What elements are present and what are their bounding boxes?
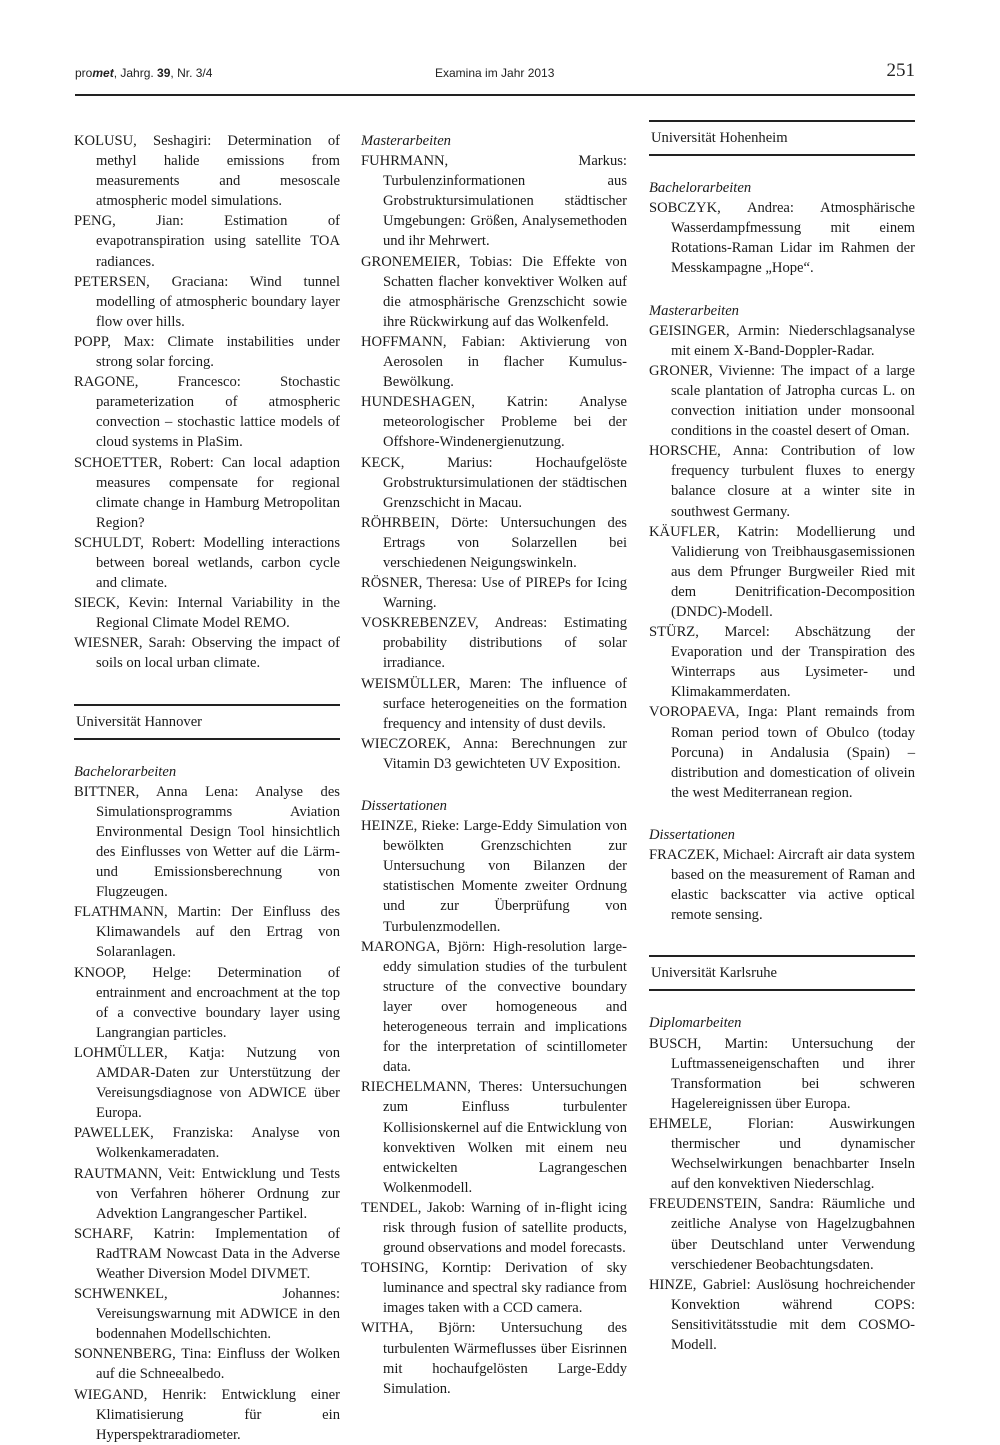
entry-list-diss bbox=[361, 816, 627, 1399]
category-heading: Masterarbeiten bbox=[361, 133, 451, 149]
list-item: HUNDESHAGEN, Katrin: Analyse meteorologischer Probleme bei der Offshore-Windenergienutzung. bbox=[361, 394, 627, 451]
list-item: BUSCH, Martin: Untersuchung der Luftmasseneigenschaften und ihrer Transformation bei schweren Hagelereignissen über Europa. bbox=[649, 1035, 915, 1112]
list-item: RAGONE, Francesco: Stochastic parameterization of atmospheric convection – stochastic lattice models of cloud systems in PlaSim. bbox=[74, 374, 340, 451]
category-heading: Diplomarbeiten bbox=[649, 1015, 742, 1032]
entry-list-master bbox=[361, 151, 627, 774]
list-item: KECK, Marius: Hochaufgelöste Grobstruktursimulationen der städtischen Grenzschicht in Macau. bbox=[361, 454, 627, 511]
list-item: HOFFMANN, Fabian: Aktivierung von Aerosolen in flacher Kumulus-Bewölkung. bbox=[361, 333, 627, 391]
list-item: KÄUFLER, Katrin: Modellierung und Validierung von Treibhausgasemissionen aus dem Pfrunger Burgweiler Ried mit dem Denitrification-Decomposition (DNDC)-Modell. bbox=[649, 523, 915, 620]
list-item: VOROPAEVA, Inga: Plant remainds from Roman period town of Obulco (today Porcuna) in Andalusia (Spain) – distribution and domestication of olivein the west Mediterranean region. bbox=[649, 704, 915, 801]
list-item: PENG, Jian: Estimation of evapotranspiration using satellite TOA radiances. bbox=[74, 213, 340, 270]
list-item: EHMELE, Florian: Auswirkungen thermischer und dynamischer Wechselwirkungen benachbarter Inseln auf den konvektiven Niederschlag. bbox=[649, 1115, 915, 1193]
list-item: KOLUSU, Seshagiri: Determination of methyl halide emissions from measurements and mesoscale atmospheric model simulations. bbox=[74, 133, 340, 210]
entry-list-diplom bbox=[649, 1034, 915, 1356]
list-item: WIECZOREK, Anna: Berechnungen zur Vitamin D3 gewichteten UV Exposition. bbox=[361, 735, 627, 772]
category-heading: Bachelorarbeiten bbox=[649, 180, 752, 197]
list-item: RIECHELMANN, Theres: Untersuchungen zum Einfluss turbulenter Kollisionskernel auf die Entwicklung von konvektiven Wolken mit einem neu entwickelten Lagrangeschen Wolkenmodell. bbox=[361, 1079, 627, 1196]
list-item: FREUDENSTEIN, Sandra: Räumliche und zeitliche Analyse von Hagelzugbahnen über Deutschland unter Verwendung verschiedener Beobachtungsdaten. bbox=[649, 1196, 915, 1273]
list-item: HORSCHE, Anna: Contribution of low frequency turbulent fluxes to energy balance closure at a winter site in southwest Germany. bbox=[649, 443, 915, 520]
category-heading: Masterarbeiten bbox=[649, 302, 739, 319]
list-item: SOBCZYK, Andrea: Atmosphärische Wasserdampfmessung mit einem Rotations-Raman Lidar im Rahmen der Messkampagne „Hope“. bbox=[649, 200, 915, 277]
list-item: HEINZE, Rieke: Large-Eddy Simulation von bewölkten Grenzschichten zur Untersuchung von Bilanzen der statistischen Momente zweiter Ordnung und zur Überprüfung von Turbulenzmodellen. bbox=[361, 818, 627, 935]
list-item: SCHARF, Katrin: Implementation of RadTRAM Nowcast Data in the Adverse Weather Diversion Model DIVMET. bbox=[74, 1225, 340, 1282]
list-item: SONNENBERG, Tina: Einfluss der Wolken auf die Schneealbedo. bbox=[74, 1346, 340, 1383]
category-heading: Bachelorarbeiten bbox=[74, 763, 177, 780]
section-title-karlsruhe: Universität Karlsruhe bbox=[649, 955, 915, 991]
list-item: GRONEMEIER, Tobias: Die Effekte von Schatten flacher konvektiver Wolken auf die atmosphärische Grenzschicht sowie ihre Rückwirkung auf das Wolkenfeld. bbox=[361, 253, 627, 330]
list-item: SCHWENKEL, Johannes: Vereisungswarnung mit ADWICE in den bodennahen Modellschichten. bbox=[74, 1286, 340, 1343]
list-item: WEISMÜLLER, Maren: The influence of surface heterogeneities on the formation frequency and intensity of dust devils. bbox=[361, 675, 627, 732]
list-item: RAUTMANN, Veit: Entwicklung und Tests von Verfahren höherer Ordnung zur Advektion Langrangescher Partikel. bbox=[74, 1165, 340, 1222]
list-item: VOSKREBENZEV, Andreas: Estimating probability distributions of solar irradiance. bbox=[361, 615, 627, 672]
entry-list-top bbox=[74, 131, 340, 674]
category-heading: Dissertationen bbox=[649, 826, 735, 843]
header-divider bbox=[75, 94, 915, 96]
list-item: SCHOETTER, Robert: Can local adaption measures compensate for regional climate change in Hamburg Metropolitan Region? bbox=[74, 454, 340, 531]
list-item: TOHSING, Korntip: Derivation of sky luminance and spectral sky radiance from images taken with a CCD camera. bbox=[361, 1260, 627, 1317]
header-title: Examina im Jahr 2013 bbox=[435, 66, 555, 80]
list-item: WIEGAND, Henrik: Entwicklung einer Klimatisierung für ein Hyperspektraradiometer. bbox=[74, 1386, 340, 1443]
list-item: WITHA, Björn: Untersuchung des turbulenten Wärmeflusses über Eisrinnen mit hochaufgelösten Large-Eddy Simulation. bbox=[361, 1320, 627, 1397]
entry-list-hannover bbox=[74, 782, 340, 1445]
section-title-hannover: Universität Hannover bbox=[74, 704, 340, 740]
list-item: GRONER, Vivienne: The impact of a large scale plantation of Jatropha curcas L. on convection initiation under monsoonal conditions in the coastel desert of Oman. bbox=[649, 362, 915, 440]
list-item: KNOOP, Helge: Determination of entrainment and encroachment at the top of a convective boundary layer using Langrangian particles. bbox=[74, 964, 340, 1041]
list-item: BITTNER, Anna Lena: Analyse des Simulationsprogramms Aviation Environmental Design Tool hinsichtlich des Einflusses von Wetter auf die Lärm- und Emissionsberechnung von Flugzeugen. bbox=[74, 783, 340, 901]
list-item: FUHRMANN, Markus: Turbulenzinformationen aus Grobstruktursimulationen städtischer Umgebungen: Größen, Analysemethoden und ihr Mehrwert. bbox=[361, 153, 627, 250]
page-number: 251 bbox=[886, 60, 915, 81]
journal-citation: promet, Jahrg. 39, Nr. 3/4 bbox=[75, 66, 213, 80]
list-item: PETERSEN, Graciana: Wind tunnel modelling of atmospheric boundary layer flow over hills. bbox=[74, 273, 340, 330]
column-3 bbox=[649, 120, 915, 1355]
list-item: TENDEL, Jakob: Warning of in-flight icing risk through fusion of satellite products, ground observations and model forecasts. bbox=[361, 1199, 627, 1257]
list-item: RÖHRBEIN, Dörte: Untersuchungen des Ertrags von Solarzellen bei verschiedenen Neigungswinkeln. bbox=[361, 514, 627, 571]
list-item: SCHULDT, Robert: Modelling interactions between boreal wetlands, carbon cycle and climate. bbox=[74, 534, 340, 592]
list-item: HINZE, Gabriel: Auslösung hochreichender Konvektion während COPS: Sensitivitätsstudie mit dem COSMO-Modell. bbox=[649, 1276, 915, 1353]
list-item: FLATHMANN, Martin: Der Einfluss des Klimawandels auf den Ertrag von Solaranlagen. bbox=[74, 904, 340, 961]
list-item: FRACZEK, Michael: Aircraft air data system based on the measurement of Raman and elastic backscatter via active optical remote sensing. bbox=[649, 847, 915, 924]
list-item: PAWELLEK, Franziska: Analyse von Wolkenkameradaten. bbox=[74, 1125, 340, 1162]
list-item: STÜRZ, Marcel: Abschätzung der Evaporation und der Transpiration des Winterraps aus Lysimeter- und Klimakammerdaten. bbox=[649, 624, 915, 701]
list-item: RÖSNER, Theresa: Use of PIREPs for Icing Warning. bbox=[361, 575, 627, 612]
category-heading: Dissertationen bbox=[361, 798, 447, 814]
list-item: MARONGA, Björn: High-resolution large-eddy simulation studies of the turbulent structure of the convective boundary layer over homogeneous and heterogeneous terrain and implications for the interpretation of scintillometer data. bbox=[361, 938, 627, 1076]
running-header bbox=[75, 58, 915, 88]
column-1 bbox=[74, 131, 340, 1445]
list-item: WIESNER, Sarah: Observing the impact of soils on local urban climate. bbox=[74, 635, 340, 672]
list-item: LOHMÜLLER, Katja: Nutzung von AMDAR-Daten zur Unterstützung der Vereisungsdiagnose von ADWICE über Europa. bbox=[74, 1044, 340, 1122]
column-2 bbox=[361, 131, 627, 1399]
list-item: POPP, Max: Climate instabilities under strong solar forcing. bbox=[74, 333, 340, 371]
list-item: GEISINGER, Armin: Niederschlagsanalyse mit einem X-Band-Doppler-Radar. bbox=[649, 322, 915, 359]
list-item: SIECK, Kevin: Internal Variability in the Regional Climate Model REMO. bbox=[74, 595, 340, 632]
section-title-hohenheim: Universität Hohenheim bbox=[649, 120, 915, 156]
entry-list-master bbox=[649, 321, 915, 803]
